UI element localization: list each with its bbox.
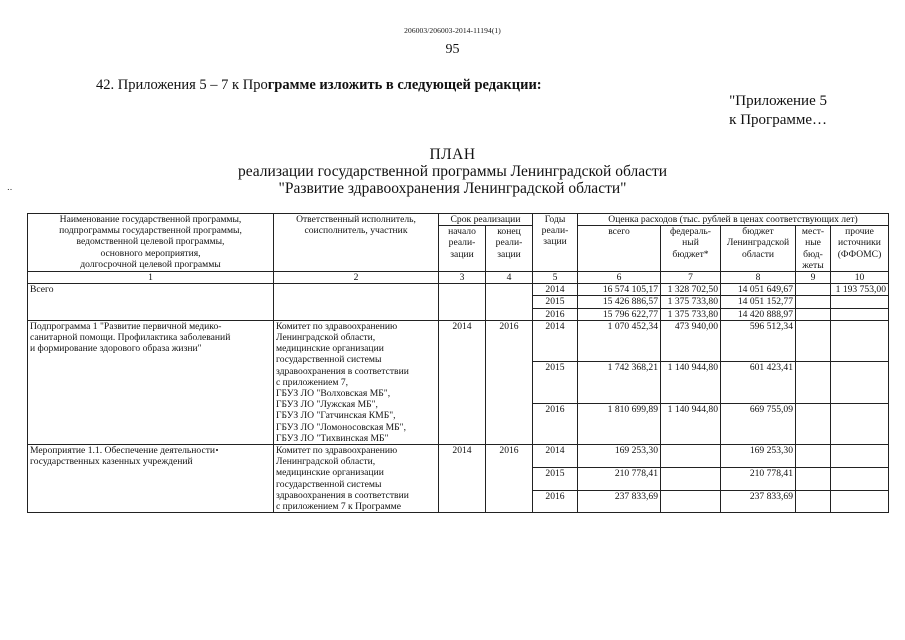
year-cell: 2014 <box>533 445 578 468</box>
plan-subtitle: реализации государственной программы Ленинградской области <box>237 163 668 180</box>
row-start-cell: 2014 <box>439 320 486 444</box>
header-years: Годы реали- зации <box>533 214 578 272</box>
col-number: 2 <box>274 272 439 284</box>
local-cell <box>796 284 831 296</box>
col-number: 9 <box>796 272 831 284</box>
header-costs: Оценка расходов (тыс. рублей в ценах соответствующих лет) <box>578 214 889 226</box>
regional-cell: 596 512,34 <box>721 320 796 361</box>
appendix-line2: к Программе… <box>729 112 827 128</box>
row-end-cell: 2016 <box>486 445 533 513</box>
header-federal: федераль- ный бюджет* <box>661 226 721 272</box>
total-cell: 15 796 622,77 <box>578 308 661 320</box>
total-cell: 16 574 105,17 <box>578 284 661 296</box>
year-cell: 2015 <box>533 467 578 490</box>
col-number: 5 <box>533 272 578 284</box>
regional-cell: 14 051 649,67 <box>721 284 796 296</box>
row-name-cell: Подпрограмма 1 "Развитие первичной медико- санитарной помощи. Профилактика заболеваний и формирование здорового образа жизни" <box>28 320 274 444</box>
appendix-label <box>729 92 827 130</box>
table-row <box>28 445 889 468</box>
table-body <box>28 284 889 513</box>
plan-heading <box>0 146 905 197</box>
col-number: 6 <box>578 272 661 284</box>
regional-cell: 210 778,41 <box>721 467 796 490</box>
local-cell <box>796 445 831 468</box>
row-executor-cell <box>274 284 439 321</box>
col-number: 10 <box>831 272 889 284</box>
header-local: мест- ные бюд- жеты <box>796 226 831 272</box>
header-regional: бюджет Ленинградской области <box>721 226 796 272</box>
col-number: 7 <box>661 272 721 284</box>
year-cell: 2015 <box>533 362 578 403</box>
other-cell <box>831 308 889 320</box>
other-cell: 1 193 753,00 <box>831 284 889 296</box>
header-start: начало реали- зации <box>439 226 486 272</box>
header-other: прочие источники (ФФОМС) <box>831 226 889 272</box>
other-cell <box>831 320 889 361</box>
col-number: 4 <box>486 272 533 284</box>
row-name-cell: Мероприятие 1.1. Обеспечение деятельности государственных казенных учреждений <box>28 445 274 513</box>
plan-title: ПЛАН <box>429 146 476 163</box>
item-42-text <box>96 77 542 94</box>
local-cell <box>796 362 831 403</box>
local-cell <box>796 490 831 513</box>
total-cell: 237 833,69 <box>578 490 661 513</box>
total-cell: 15 426 886,57 <box>578 296 661 308</box>
federal-cell: 1 328 702,50 <box>661 284 721 296</box>
regional-cell: 169 253,30 <box>721 445 796 468</box>
col-number: 3 <box>439 272 486 284</box>
total-cell: 1 070 452,34 <box>578 320 661 361</box>
regional-cell: 237 833,69 <box>721 490 796 513</box>
federal-cell: 473 940,00 <box>661 320 721 361</box>
federal-cell: 1 140 944,80 <box>661 362 721 403</box>
row-end-cell <box>486 284 533 321</box>
other-cell <box>831 467 889 490</box>
row-executor-cell: Комитет по здравоохранению Ленинградской области, медицинские организации государственной системы здравоохранения в соответствии с приложением 7, ГБУЗ ЛО "Волховская МБ", ГБУЗ ЛО "Лужская МБ", ГБУЗ ЛО "Гатчинская КМБ", ГБУЗ ЛО "Ломоносовская МБ", ГБУЗ ЛО "Тихвинская МБ" <box>274 320 439 444</box>
year-cell: 2014 <box>533 320 578 361</box>
local-cell <box>796 308 831 320</box>
document-code: 206003/206003-2014-11194(1) <box>404 26 501 35</box>
federal-cell: 1 140 944,80 <box>661 403 721 444</box>
local-cell <box>796 403 831 444</box>
appendix-line1: "Приложение 5 <box>729 93 827 109</box>
plan-table <box>27 213 889 513</box>
total-cell: 1 810 699,89 <box>578 403 661 444</box>
year-cell: 2016 <box>533 490 578 513</box>
header-executor: Ответственный исполнитель, соисполнитель, участник <box>274 214 439 272</box>
plan-program-name: "Развитие здравоохранения Ленинградской области" <box>278 180 627 197</box>
row-end-cell: 2016 <box>486 320 533 444</box>
federal-cell: 1 375 733,80 <box>661 308 721 320</box>
year-cell: 2014 <box>533 284 578 296</box>
local-cell <box>796 320 831 361</box>
total-cell: 169 253,30 <box>578 445 661 468</box>
margin-mark: ‥ <box>7 183 13 192</box>
table-row <box>28 284 889 296</box>
header-end: конец реали- зации <box>486 226 533 272</box>
total-cell: 1 742 368,21 <box>578 362 661 403</box>
regional-cell: 14 420 888,97 <box>721 308 796 320</box>
header-name: Наименование государственной программы, подпрограммы государственной программы, ведомственной целевой программы, основного мероприятия, долгосрочной целевой программы <box>28 214 274 272</box>
other-cell <box>831 362 889 403</box>
table-row <box>28 320 889 361</box>
row-start-cell: 2014 <box>439 445 486 513</box>
total-cell: 210 778,41 <box>578 467 661 490</box>
page-number: 95 <box>445 42 460 57</box>
regional-cell: 14 051 152,77 <box>721 296 796 308</box>
col-number: 8 <box>721 272 796 284</box>
regional-cell: 601 423,41 <box>721 362 796 403</box>
row-start-cell <box>439 284 486 321</box>
other-cell <box>831 445 889 468</box>
item-42-prefix: 42. Приложения 5 – 7 к Про <box>96 77 268 93</box>
local-cell <box>796 467 831 490</box>
col-number: 1 <box>28 272 274 284</box>
year-cell: 2016 <box>533 308 578 320</box>
row-name-cell: Всего <box>28 284 274 321</box>
year-cell: 2016 <box>533 403 578 444</box>
header-period: Срок реализации <box>439 214 533 226</box>
local-cell <box>796 296 831 308</box>
other-cell <box>831 296 889 308</box>
other-cell <box>831 403 889 444</box>
column-numbers-row <box>28 272 889 284</box>
federal-cell: 1 375 733,80 <box>661 296 721 308</box>
other-cell <box>831 490 889 513</box>
federal-cell <box>661 490 721 513</box>
header-total: всего <box>578 226 661 272</box>
federal-cell <box>661 467 721 490</box>
year-cell: 2015 <box>533 296 578 308</box>
row-executor-cell: Комитет по здравоохранению Ленинградской области, медицинские организации государственной системы здравоохранения в соответствии с приложением 7 к Программе <box>274 445 439 513</box>
federal-cell <box>661 445 721 468</box>
item-42-bold: грамме изложить в следующей редакции: <box>267 77 542 93</box>
regional-cell: 669 755,09 <box>721 403 796 444</box>
